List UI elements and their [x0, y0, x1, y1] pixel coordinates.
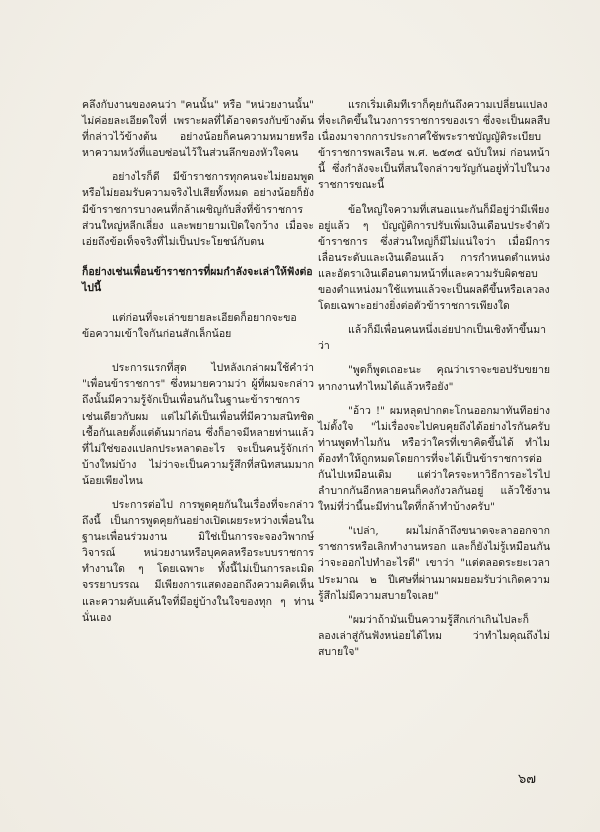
right-paragraph-1: แรกเริ่มเดิมทีเราก็คุยกันถึงความเปลี่ยนแปลงที่จะเกิดขึ้นในวงการราชการของเรา ซึ่งจะเป็นผลสืบเนื่องมาจากการประกาศใช้พระราชบัญญัติระเบียบข้าราชการพลเรือน พ.ศ. ๒๕๓๕ ฉบับใหม่ ก่อนหน้านี้ ซึ่งกำลังจะเป็นที่สนใจกล่าวขวัญกันอยู่ทั่วไปในวงราชการขณะนี้ [318, 99, 550, 192]
left-column [82, 97, 314, 626]
right-paragraph-2: ข้อใหญ่ใจความที่เสนอแนะกันก็มีอยู่ว่ามีเพียงอยู่แล้ว ๆ บัญญัติการปรับเพิ่มเงินเดือนประจำตัวข้าราชการ ซึ่งส่วนใหญ่ก็มีไม่แน่ใจว่า เมื่อมีการเลื่อนระดับและเงินเดือนแล้ว การกำหนดตำแหน่งและอัตราเงินเดือนตามหน้าที่และความรับผิดชอบของตำแหน่งมาใช้แทนแล้วจะเป็นผลดีขึ้นหรือเลวลง โดยเฉพาะอย่างยิ่งต่อตัวข้าราชการเพียงใด [318, 203, 550, 313]
left-paragraph-5: ประการต่อไป การพูดคุยกันในเรื่องที่จะกล่าวถึงนี้ เป็นการพูดคุยกันอย่างเปิดเผยระหว่างเพื่อนในฐานะเพื่อนร่วมงาน มิใช่เป็นการจะจองวิพากษ์วิจารณ์ หน่วยงานหรือบุคคลหรือระบบราชการทำงานใด ๆ โดยเฉพาะ ทั้งนี้ไม่เป็นการละเมิดจรรยาบรรณ มีเพียงการแสดงออกถึงความคิดเห็นและความคับแค้นใจที่มีอยู่บ้างในใจของทุก ๆ ท่านนั่นเอง [82, 498, 314, 624]
left-paragraph-3: แต่ก่อนที่จะเล่าขยายละเอียดก็อยากจะขอข้อความเข้าใจกันก่อนสักเล็กน้อย [82, 312, 297, 341]
left-paragraph-4: ประการแรกที่สุด ไปหลังเกล่าผมใช้คำว่า "เพื่อนข้าราชการ" ซึ่งหมายความว่า ผู้ที่ผมจะกล่าวถึงนั้นมีความรู้จักเป็นเพื่อนกันในฐานะข้าราชการ เช่นเดียวกับผม แต่ไม่ได้เป็นเพื่อนที่มีความสนิทชิดเชื้อกันเลยตั้งแต่ต้นมาก่อน ซึ่งก็อาจมีหลายท่านแล้วที่ไม่ใช่ของแปลกประหลาดอะไร จะเป็นคนรู้จักเก่าบ้างใหม่บ้าง ไม่ว่าจะเป็นความรู้สึกที่สนิทสนมมากน้อยเพียงไหน [82, 362, 314, 487]
left-paragraph-1: คลึงกับงานของคนว่า "คนนั้น" หรือ "หน่วยงานนั้น" ไม่ค่อยละเอียดใจที่ เพราะผลที่ได้อาจตรงกับข้างต้นที่กล่าวไว้ข้างต้น อย่างน้อยก็คนความหมายหรือหาความหวังที่แอบซ่อนไว้ในส่วนลึกของหัวใจคน [82, 99, 314, 160]
left-paragraph-2: อย่างไรก็ดี มีข้าราชการทุกคนจะไม่ยอมพูดหรือไม่ยอมรับความจริงไปเสียทั้งหมด อย่างน้อยก็ยังมีข้าราชการบางคนที่กล้าเผชิญกับสิ่งที่ข้าราชการส่วนใหญ่หลีกเลี่ยง และพยายามเปิดใจกว้าง เมื่อจะเอ่ยถึงข้อเท็จจริงที่ไม่เป็นประโยชน์กับตน [82, 171, 314, 248]
right-column [318, 97, 550, 660]
right-paragraph-6: "เปล่า, ผมไม่กล้าถึงขนาดจะลาออกจากราชการหรือเลิกทำงานหรอก และก็ยังไม่รู้เหมือนกันว่าจะออกไปทำอะไรดี" เขาว่า "แต่ตลอดระยะเวลาประมาณ ๒ ปีเศษที่ผ่านมาผมยอมรับว่าเกิดความรู้สึกไม่มีความสบายใจเลย" [318, 525, 550, 602]
right-paragraph-3: แล้วก็มีเพื่อนคนหนึ่งเอ่ยปากเป็นเชิงท้าขึ้นมาว่า [318, 324, 547, 353]
section-heading: ก็อย่างเช่นเพื่อนข้าราชการที่ผมกำลังจะเล่าให้ฟังต่อไปนี้ [82, 265, 313, 294]
right-paragraph-7: "ผมว่าถ้ามันเป็นความรู้สึกเก่าเกินไปละก็ ลองเล่าสู่กันฟังหน่อยได้ไหม ว่าทำไมคุณถึงไม่สบายใจ" [318, 613, 550, 658]
right-paragraph-4: "พูดก็พูดเถอะนะ คุณว่าเราจะขอปรับขยายหากงานทำไหมได้แล้วหรือยัง" [318, 364, 550, 393]
page-number: ๖๗ [518, 772, 537, 787]
right-paragraph-5: "อ้าว !" ผมหลุดปากตะโกนออกมาทันทีอย่างไม่ตั้งใจ "ไม่เรื่องจะไปคบคุยถึงได้อย่างไรกันครับ ท่านพูดทำไมกัน หรือว่าใครที่เขาคิดขึ้นได้ ทำไมต้องทำให้ถูกหมดโดยการที่จะได้เป็นข้าราชการต่อกันไปเหมือนเดิม แต่ว่าใครจะหาวิธีการอะไรไปลำบากกันอีกหลายคนก็คงกังวลกันอยู่ แล้วใช้งานใหม่ที่ว่านี้นะมีท่านใดที่กล้าทำบ้างครับ" [318, 404, 550, 514]
